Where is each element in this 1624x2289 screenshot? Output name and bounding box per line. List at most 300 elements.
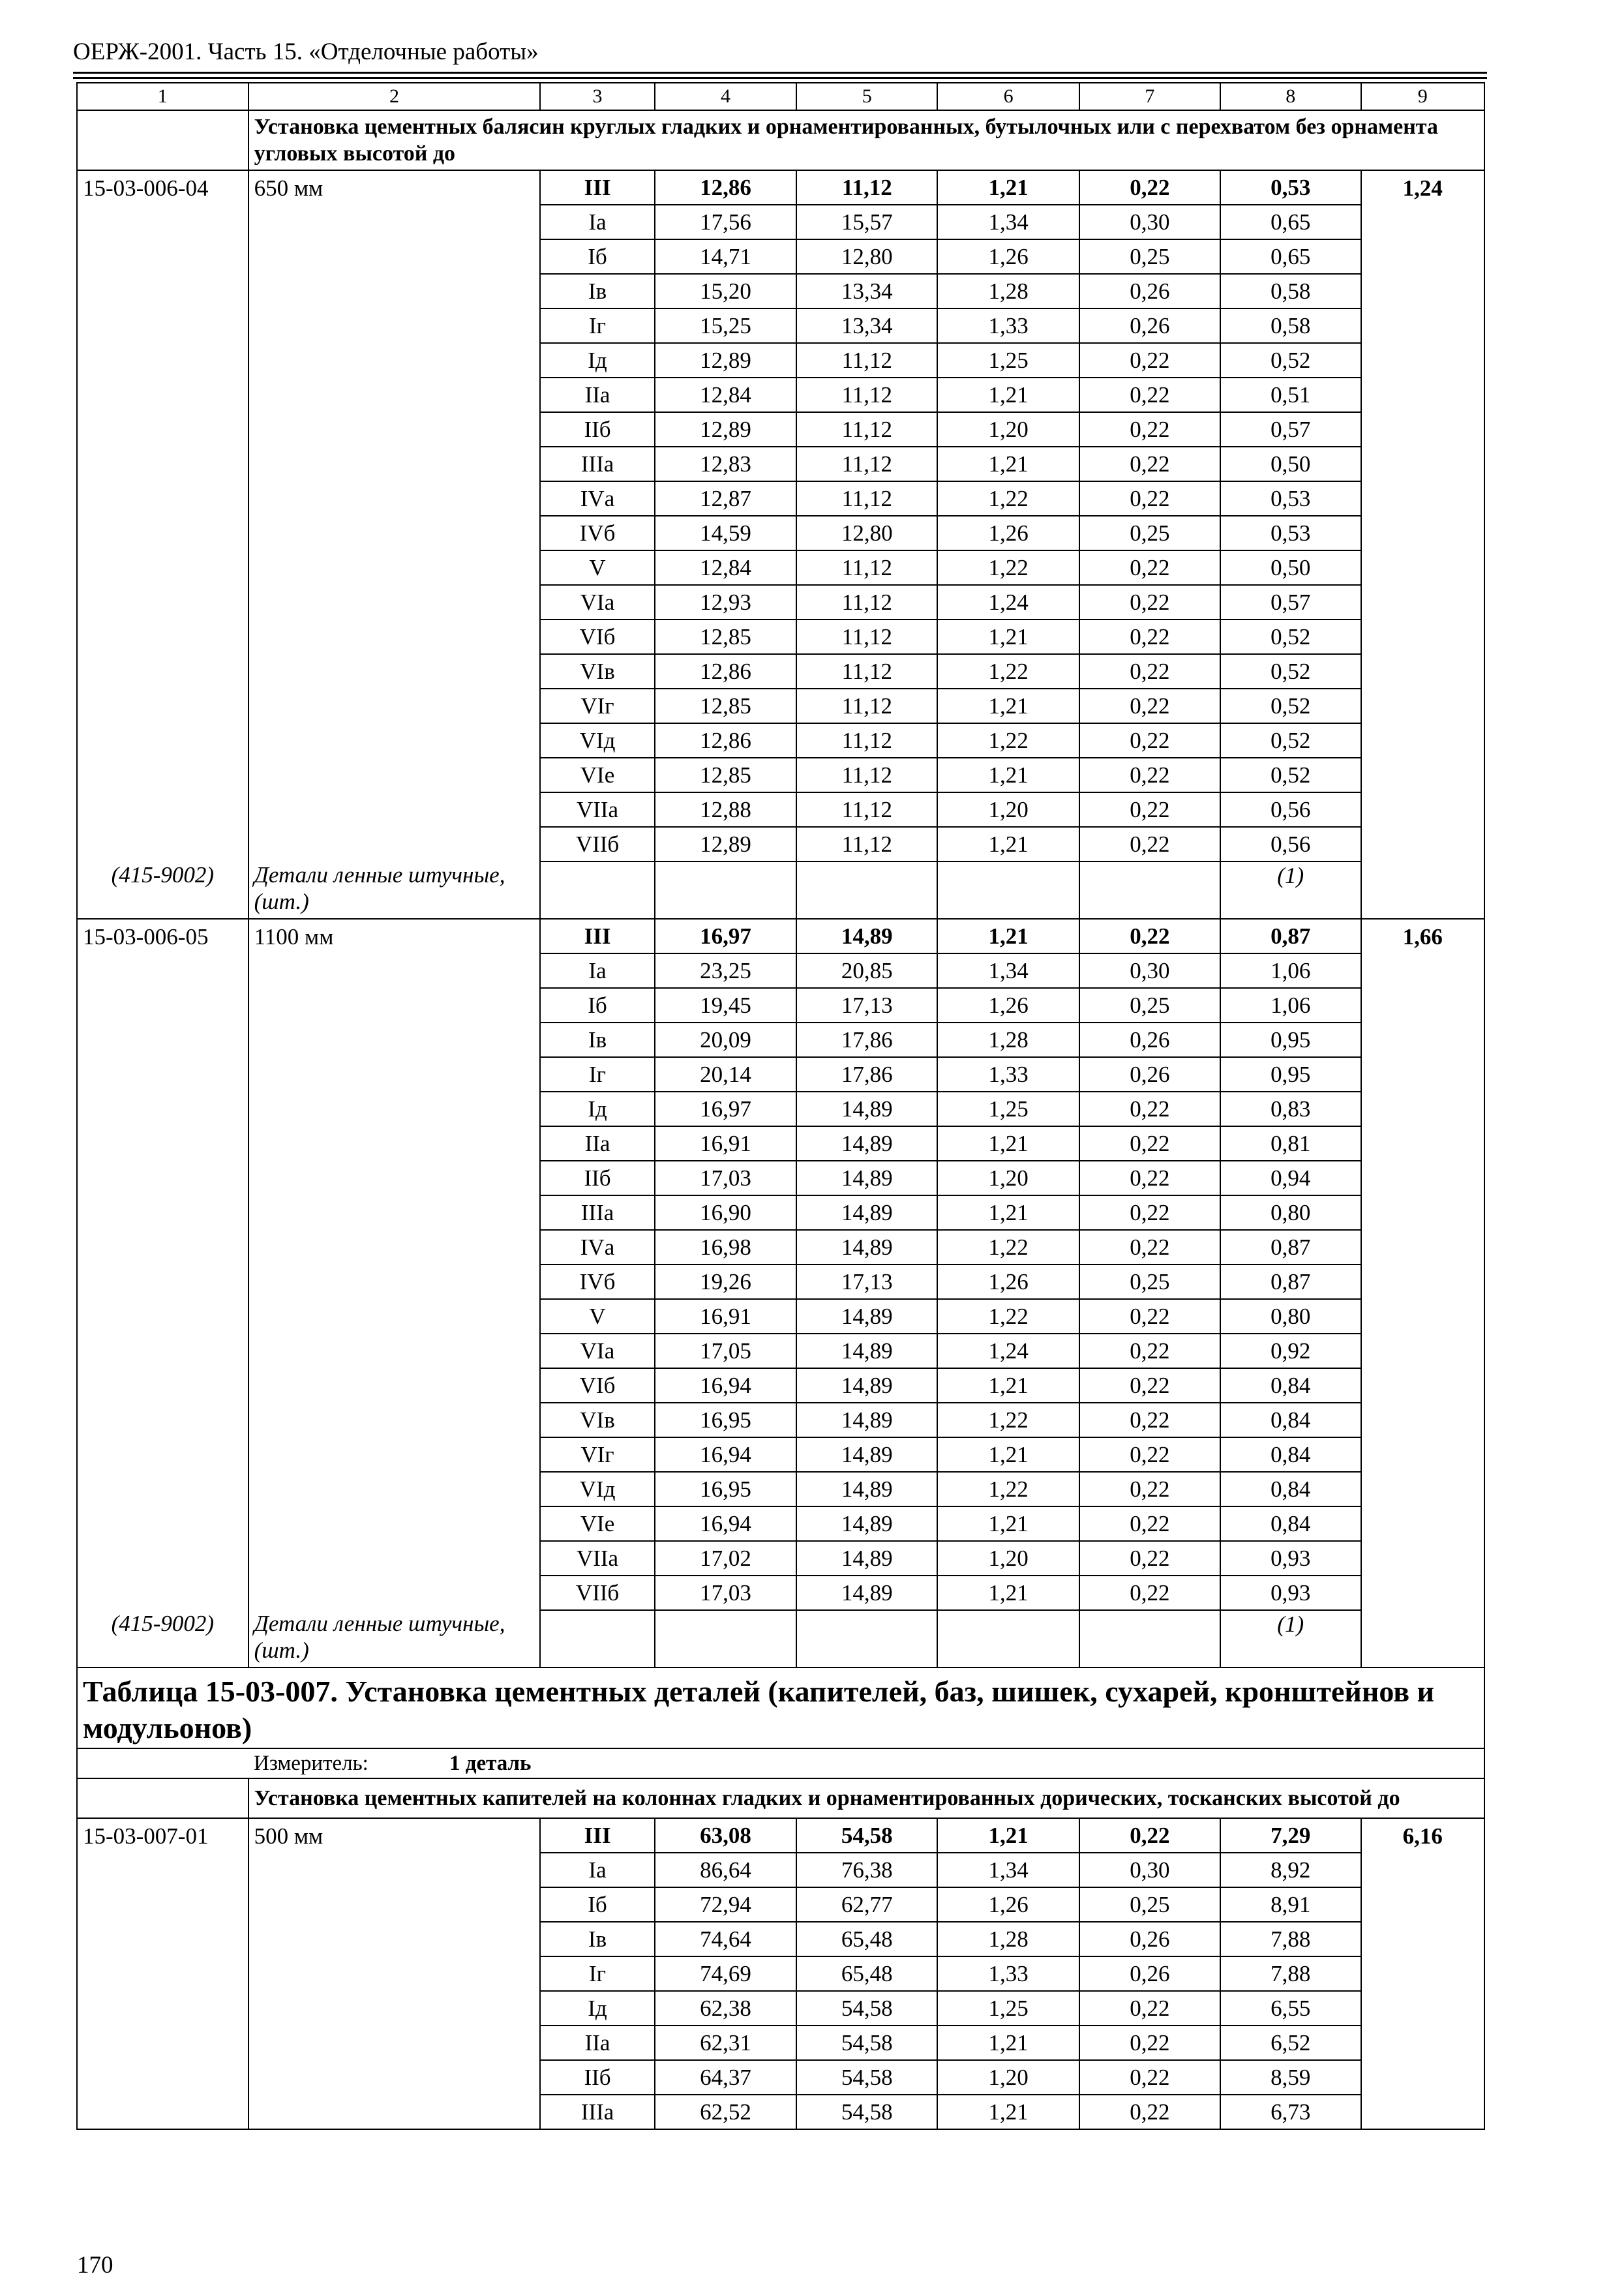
estimate-code (77, 1991, 248, 2026)
materials: 0,84 (1220, 1506, 1361, 1541)
column-number: 2 (248, 83, 541, 110)
wages: 14,89 (796, 1126, 937, 1161)
work-name (248, 412, 541, 447)
estimate-code (77, 1299, 248, 1334)
estimate-code (77, 1887, 248, 1922)
table-row (77, 758, 1484, 792)
empty-cell (937, 1610, 1079, 1668)
machines: 1,22 (937, 481, 1079, 516)
work-name (248, 988, 541, 1023)
work-name (248, 1541, 541, 1576)
work-name (248, 1506, 541, 1541)
work-name (248, 550, 541, 585)
estimate-code (77, 1576, 248, 1610)
material-quantity: (1) (1220, 861, 1361, 919)
labor-cost (1361, 1126, 1484, 1161)
wages: 11,12 (796, 378, 937, 412)
zone-label: Iа (540, 205, 654, 239)
machines: 1,22 (937, 1299, 1079, 1334)
wages: 11,12 (796, 585, 937, 620)
zone-label: Iв (540, 1023, 654, 1057)
zone-label: Iв (540, 1922, 654, 1956)
labor-cost (1361, 205, 1484, 239)
table-row (77, 1299, 1484, 1334)
material-quantity: (1) (1220, 1610, 1361, 1668)
materials: 0,84 (1220, 1437, 1361, 1472)
zone-label: VIIа (540, 1541, 654, 1576)
wages: 54,58 (796, 2060, 937, 2095)
direct-cost: 74,64 (655, 1922, 797, 1956)
table-row (77, 1057, 1484, 1092)
estimate-code (77, 1126, 248, 1161)
estimate-code (77, 2060, 248, 2095)
machinist-wages: 0,25 (1079, 239, 1220, 274)
machinist-wages: 0,22 (1079, 919, 1220, 953)
estimate-code (77, 953, 248, 988)
work-name (248, 1368, 541, 1403)
zone-label: VIв (540, 1403, 654, 1437)
materials: 0,84 (1220, 1472, 1361, 1506)
wages: 14,89 (796, 1230, 937, 1264)
zone-label: VIIб (540, 1576, 654, 1610)
column-number: 4 (655, 83, 797, 110)
work-name: 500 мм (248, 1818, 541, 1853)
materials: 6,52 (1220, 2026, 1361, 2060)
work-name (248, 1126, 541, 1161)
labor-cost (1361, 274, 1484, 308)
materials: 0,83 (1220, 1092, 1361, 1126)
machinist-wages: 0,22 (1079, 1161, 1220, 1195)
machines: 1,28 (937, 1023, 1079, 1057)
machinist-wages: 0,25 (1079, 516, 1220, 550)
direct-cost: 12,85 (655, 689, 797, 723)
machinist-wages: 0,22 (1079, 1126, 1220, 1161)
materials: 0,87 (1220, 919, 1361, 953)
zone-label: VIб (540, 620, 654, 654)
labor-empty (1361, 1610, 1484, 1668)
machinist-wages: 0,22 (1079, 1818, 1220, 1853)
machinist-wages: 0,22 (1079, 2060, 1220, 2095)
table-row (77, 1472, 1484, 1506)
machinist-wages: 0,22 (1079, 2095, 1220, 2129)
work-name (248, 1991, 541, 2026)
table-row (77, 550, 1484, 585)
table-title-row (77, 1668, 1484, 1748)
direct-cost: 16,91 (655, 1299, 797, 1334)
table-row (77, 2095, 1484, 2129)
material-name: Детали ленные штучные, (шт.) (248, 1610, 541, 1668)
table-row (77, 953, 1484, 988)
material-code: (415-9002) (77, 861, 248, 919)
direct-cost: 14,59 (655, 516, 797, 550)
labor-cost (1361, 1576, 1484, 1610)
section-title: Установка цементных капителей на колоннах гладких и орнаментированных дорических, тосканских высотой до (248, 1778, 1484, 1818)
direct-cost: 16,94 (655, 1437, 797, 1472)
materials: 0,52 (1220, 620, 1361, 654)
estimate-code (77, 412, 248, 447)
labor-cost (1361, 1437, 1484, 1472)
wages: 14,89 (796, 1506, 937, 1541)
work-name (248, 1161, 541, 1195)
zone-label: IVа (540, 481, 654, 516)
work-name (248, 343, 541, 378)
machinist-wages: 0,22 (1079, 378, 1220, 412)
work-name (248, 1230, 541, 1264)
materials: 0,58 (1220, 308, 1361, 343)
materials: 0,94 (1220, 1161, 1361, 1195)
wages: 17,13 (796, 1264, 937, 1299)
work-name (248, 481, 541, 516)
labor-cost (1361, 1161, 1484, 1195)
machines: 1,21 (937, 2095, 1079, 2129)
zone-label: IIб (540, 2060, 654, 2095)
zone-label: IIIа (540, 2095, 654, 2129)
work-name (248, 2060, 541, 2095)
labor-cost (1361, 1887, 1484, 1922)
wages: 14,89 (796, 919, 937, 953)
materials: 7,29 (1220, 1818, 1361, 1853)
section-title: Установка цементных балясин круглых гладких и орнаментированных, бутылочных или с перехватом без орнамента угловых высотой до (248, 110, 1484, 170)
direct-cost: 63,08 (655, 1818, 797, 1853)
machinist-wages: 0,22 (1079, 1541, 1220, 1576)
work-name (248, 654, 541, 689)
machinist-wages: 0,22 (1079, 585, 1220, 620)
work-name (248, 2095, 541, 2129)
estimate-code (77, 1506, 248, 1541)
estimate-code (77, 481, 248, 516)
estimate-code (77, 1092, 248, 1126)
materials: 0,87 (1220, 1264, 1361, 1299)
materials: 0,84 (1220, 1368, 1361, 1403)
wages: 14,89 (796, 1437, 937, 1472)
machinist-wages: 0,22 (1079, 792, 1220, 827)
labor-cost (1361, 1092, 1484, 1126)
work-name (248, 585, 541, 620)
wages: 54,58 (796, 1991, 937, 2026)
work-name (248, 308, 541, 343)
machines: 1,21 (937, 378, 1079, 412)
estimate-code (77, 205, 248, 239)
work-name: 1100 мм (248, 919, 541, 953)
wages: 65,48 (796, 1956, 937, 1991)
wages: 17,13 (796, 988, 937, 1023)
direct-cost: 23,25 (655, 953, 797, 988)
direct-cost: 12,83 (655, 447, 797, 481)
estimate-code (77, 1403, 248, 1437)
wages: 20,85 (796, 953, 937, 988)
direct-cost: 12,86 (655, 170, 797, 205)
wages: 11,12 (796, 827, 937, 861)
estimate-code (77, 1922, 248, 1956)
materials: 0,53 (1220, 170, 1361, 205)
wages: 12,80 (796, 516, 937, 550)
work-name (248, 723, 541, 758)
machines: 1,21 (937, 1126, 1079, 1161)
material-row (77, 861, 1484, 919)
labor-cost (1361, 516, 1484, 550)
table-row (77, 1576, 1484, 1610)
wages: 17,86 (796, 1057, 937, 1092)
labor-cost (1361, 723, 1484, 758)
zone-label: VIIб (540, 827, 654, 861)
materials: 0,92 (1220, 1334, 1361, 1368)
machinist-wages: 0,22 (1079, 654, 1220, 689)
direct-cost: 12,93 (655, 585, 797, 620)
machinist-wages: 0,22 (1079, 1195, 1220, 1230)
machines: 1,25 (937, 1991, 1079, 2026)
work-name (248, 1403, 541, 1437)
machines: 1,21 (937, 1576, 1079, 1610)
wages: 14,89 (796, 1472, 937, 1506)
labor-cost (1361, 654, 1484, 689)
zone-label: IVб (540, 516, 654, 550)
machines: 1,26 (937, 1887, 1079, 1922)
materials: 1,06 (1220, 988, 1361, 1023)
zone-label: VIд (540, 1472, 654, 1506)
table-row (77, 308, 1484, 343)
labor-cost (1361, 447, 1484, 481)
table-row (77, 2026, 1484, 2060)
zone-label: III (540, 170, 654, 205)
wages: 17,86 (796, 1023, 937, 1057)
estimate-code: 15-03-006-05 (77, 919, 248, 953)
empty-cell (540, 1610, 654, 1668)
column-number: 8 (1220, 83, 1361, 110)
zone-label: VIа (540, 1334, 654, 1368)
table-row (77, 919, 1484, 953)
wages: 11,12 (796, 620, 937, 654)
machines: 1,25 (937, 343, 1079, 378)
machines: 1,22 (937, 654, 1079, 689)
wages: 12,80 (796, 239, 937, 274)
direct-cost: 17,56 (655, 205, 797, 239)
table-row (77, 1403, 1484, 1437)
machinist-wages: 0,22 (1079, 1092, 1220, 1126)
machines: 1,22 (937, 723, 1079, 758)
labor-cost (1361, 1541, 1484, 1576)
wages: 54,58 (796, 1818, 937, 1853)
direct-cost: 16,98 (655, 1230, 797, 1264)
labor-cost (1361, 1057, 1484, 1092)
estimate-code (77, 723, 248, 758)
material-name: Детали ленные штучные, (шт.) (248, 861, 541, 919)
materials: 0,80 (1220, 1195, 1361, 1230)
machinist-wages: 0,22 (1079, 447, 1220, 481)
materials: 6,55 (1220, 1991, 1361, 2026)
machines: 1,34 (937, 205, 1079, 239)
estimate-code (77, 1368, 248, 1403)
estimate-code (77, 2095, 248, 2129)
wages: 62,77 (796, 1887, 937, 1922)
machinist-wages: 0,25 (1079, 988, 1220, 1023)
header-rule-top (73, 72, 1487, 74)
work-name (248, 1922, 541, 1956)
materials: 0,65 (1220, 205, 1361, 239)
column-number: 6 (937, 83, 1079, 110)
direct-cost: 12,85 (655, 758, 797, 792)
machines: 1,21 (937, 689, 1079, 723)
table-row (77, 1161, 1484, 1195)
zone-label: IIIа (540, 1195, 654, 1230)
machines: 1,21 (937, 1506, 1079, 1541)
estimate-code (77, 1956, 248, 1991)
work-name (248, 1092, 541, 1126)
zone-label: Iг (540, 308, 654, 343)
materials: 7,88 (1220, 1956, 1361, 1991)
empty-cell (540, 861, 654, 919)
machines: 1,21 (937, 1368, 1079, 1403)
work-name (248, 953, 541, 988)
estimate-code (77, 1541, 248, 1576)
machines: 1,21 (937, 919, 1079, 953)
machinist-wages: 0,26 (1079, 1956, 1220, 1991)
wages: 14,89 (796, 1368, 937, 1403)
estimate-code (77, 689, 248, 723)
machinist-wages: 0,22 (1079, 2026, 1220, 2060)
work-name (248, 1195, 541, 1230)
zone-label: Iб (540, 1887, 654, 1922)
estimate-code (77, 2026, 248, 2060)
estimate-code (77, 1437, 248, 1472)
zone-label: Iд (540, 1092, 654, 1126)
work-name (248, 1299, 541, 1334)
machinist-wages: 0,30 (1079, 205, 1220, 239)
zone-label: IIб (540, 412, 654, 447)
wages: 11,12 (796, 550, 937, 585)
labor-cost (1361, 1506, 1484, 1541)
wages: 14,89 (796, 1195, 937, 1230)
labor-cost (1361, 1991, 1484, 2026)
estimate-code (77, 550, 248, 585)
labor-cost (1361, 2060, 1484, 2095)
materials: 0,52 (1220, 758, 1361, 792)
labor-cost (1361, 2095, 1484, 2129)
direct-cost: 16,94 (655, 1506, 797, 1541)
machinist-wages: 0,26 (1079, 1023, 1220, 1057)
running-title: ОЕРЖ-2001. Часть 15. «Отделочные работы» (73, 38, 539, 65)
estimate-code (77, 1023, 248, 1057)
direct-cost: 62,52 (655, 2095, 797, 2129)
table-row (77, 654, 1484, 689)
table-row (77, 689, 1484, 723)
wages: 11,12 (796, 170, 937, 205)
work-name (248, 1887, 541, 1922)
table-row (77, 1195, 1484, 1230)
direct-cost: 16,95 (655, 1403, 797, 1437)
materials: 8,91 (1220, 1887, 1361, 1922)
machines: 1,21 (937, 758, 1079, 792)
machines: 1,22 (937, 1230, 1079, 1264)
work-name (248, 689, 541, 723)
estimate-code (77, 1195, 248, 1230)
direct-cost: 12,86 (655, 723, 797, 758)
labor-cost: 1,24 (1361, 170, 1484, 205)
table-row (77, 1126, 1484, 1161)
work-name (248, 758, 541, 792)
table-row (77, 1506, 1484, 1541)
estimate-code (77, 1264, 248, 1299)
empty-cell (796, 1610, 937, 1668)
machines: 1,22 (937, 1472, 1079, 1506)
work-name (248, 516, 541, 550)
measure-cell (77, 1748, 1484, 1778)
wages: 11,12 (796, 654, 937, 689)
estimate-code (77, 654, 248, 689)
direct-cost: 16,91 (655, 1126, 797, 1161)
labor-cost (1361, 585, 1484, 620)
zone-label: Iб (540, 988, 654, 1023)
materials: 0,87 (1220, 1230, 1361, 1264)
machinist-wages: 0,22 (1079, 1334, 1220, 1368)
materials: 0,53 (1220, 516, 1361, 550)
work-name (248, 239, 541, 274)
materials: 0,93 (1220, 1576, 1361, 1610)
estimate-code: 15-03-006-04 (77, 170, 248, 205)
work-name: 650 мм (248, 170, 541, 205)
machines: 1,26 (937, 988, 1079, 1023)
machines: 1,25 (937, 1092, 1079, 1126)
work-name (248, 792, 541, 827)
estimate-code (77, 308, 248, 343)
zone-label: IIа (540, 1126, 654, 1161)
direct-cost: 16,95 (655, 1472, 797, 1506)
machines: 1,33 (937, 1057, 1079, 1092)
labor-cost (1361, 988, 1484, 1023)
machinist-wages: 0,22 (1079, 1576, 1220, 1610)
direct-cost: 12,89 (655, 412, 797, 447)
measure-value: 1 деталь (449, 1752, 532, 1775)
section-blank-cell (77, 110, 248, 170)
table-row (77, 1991, 1484, 2026)
materials: 0,57 (1220, 585, 1361, 620)
machinist-wages: 0,22 (1079, 689, 1220, 723)
wages: 15,57 (796, 205, 937, 239)
machinist-wages: 0,22 (1079, 1437, 1220, 1472)
machines: 1,24 (937, 1334, 1079, 1368)
materials: 0,84 (1220, 1403, 1361, 1437)
zone-label: VIг (540, 689, 654, 723)
table-row (77, 1092, 1484, 1126)
zone-label: IVа (540, 1230, 654, 1264)
labor-cost (1361, 792, 1484, 827)
machinist-wages: 0,22 (1079, 827, 1220, 861)
zone-label: IIб (540, 1161, 654, 1195)
table-row (77, 585, 1484, 620)
direct-cost: 14,71 (655, 239, 797, 274)
table-row (77, 447, 1484, 481)
machinist-wages: 0,22 (1079, 1991, 1220, 2026)
direct-cost: 19,26 (655, 1264, 797, 1299)
empty-cell (1079, 1610, 1220, 1668)
materials: 8,92 (1220, 1853, 1361, 1887)
labor-cost (1361, 1403, 1484, 1437)
labor-cost (1361, 758, 1484, 792)
work-name (248, 1057, 541, 1092)
machines: 1,34 (937, 953, 1079, 988)
machinist-wages: 0,22 (1079, 1472, 1220, 1506)
machinist-wages: 0,22 (1079, 1299, 1220, 1334)
direct-cost: 17,02 (655, 1541, 797, 1576)
estimate-code (77, 1853, 248, 1887)
machines: 1,20 (937, 2060, 1079, 2095)
machinist-wages: 0,22 (1079, 1403, 1220, 1437)
direct-cost: 86,64 (655, 1853, 797, 1887)
estimate-code (77, 516, 248, 550)
materials: 0,58 (1220, 274, 1361, 308)
materials: 7,88 (1220, 1922, 1361, 1956)
materials: 0,56 (1220, 792, 1361, 827)
wages: 11,12 (796, 689, 937, 723)
